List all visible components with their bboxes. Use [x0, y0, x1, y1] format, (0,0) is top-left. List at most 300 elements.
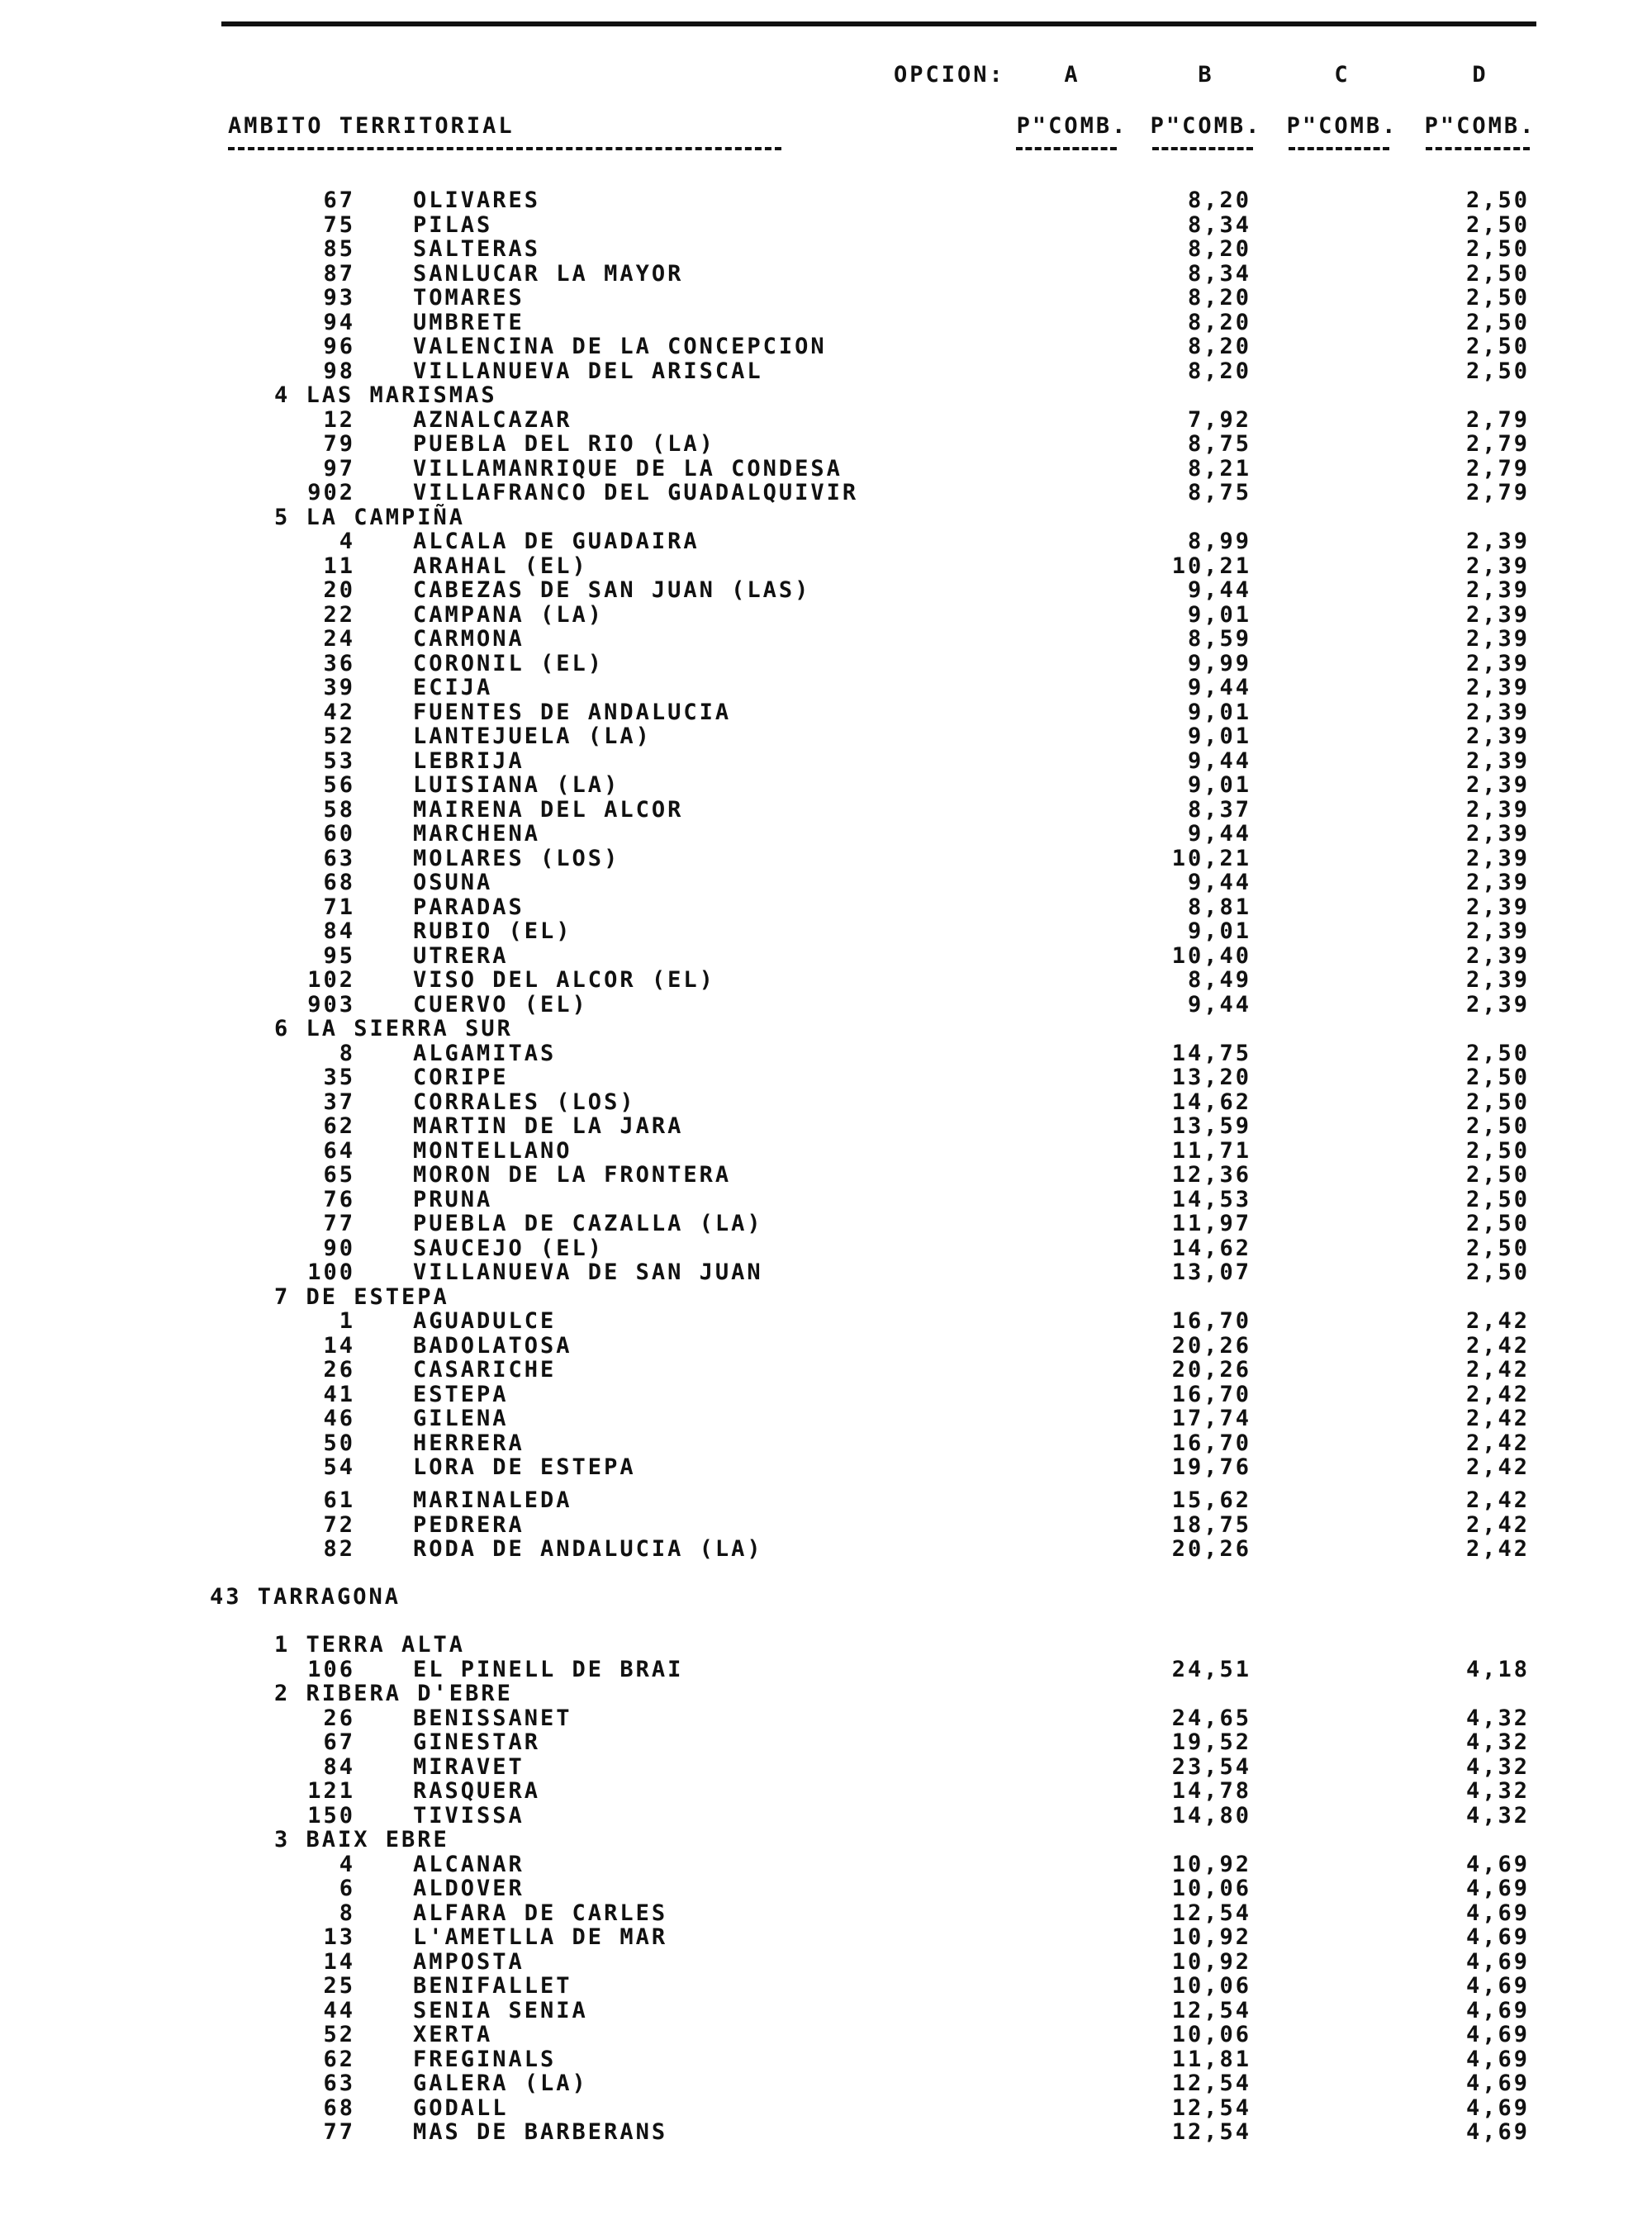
table-row	[0, 1065, 1652, 1090]
option-b-value: 9,01	[1187, 601, 1251, 628]
municipality-name: XERTA	[413, 2022, 493, 2047]
column-b-underline	[1152, 147, 1253, 150]
municipality-name: VILLANUEVA DE SAN JUAN	[413, 1259, 763, 1285]
municipality-name: FUENTES DE ANDALUCIA	[413, 699, 732, 725]
municipality-name: RASQUERA	[413, 1778, 541, 1804]
option-d-value: 2,50	[1465, 334, 1530, 359]
municipality-name: OLIVARES	[413, 187, 541, 213]
territorial-table	[0, 188, 1652, 2145]
municipality-code: 62	[323, 2046, 355, 2072]
option-b-value: 12,54	[1171, 2119, 1251, 2145]
option-d-value: 4,32	[1465, 1705, 1530, 1731]
municipality-code: 46	[323, 1406, 355, 1431]
table-row	[0, 1309, 1652, 1334]
municipality-code: 11	[323, 553, 355, 579]
option-d-value: 2,79	[1465, 406, 1530, 433]
table-row	[0, 1706, 1652, 1731]
table-row	[0, 2096, 1652, 2121]
table-row	[0, 1999, 1652, 2023]
option-d-value: 4,69	[1465, 1851, 1530, 1877]
municipality-code: 4	[339, 1851, 355, 1877]
option-b-value: 8,20	[1187, 285, 1251, 311]
option-b-value: 9,44	[1187, 747, 1251, 774]
municipality-code: 8	[339, 1900, 355, 1926]
option-b-value: 20,26	[1171, 1536, 1251, 1562]
option-b-value: 9,99	[1187, 650, 1251, 676]
municipality-code: 106	[307, 1656, 355, 1682]
option-b-value: 16,70	[1171, 1430, 1251, 1456]
municipality-name: GINESTAR	[413, 1729, 541, 1755]
table-row	[0, 895, 1652, 920]
option-b-value: 12,54	[1171, 2071, 1251, 2096]
option-d-value: 2,39	[1465, 772, 1530, 798]
comarca-label: 4 LAS MARISMAS	[274, 382, 497, 408]
option-d-value: 2,42	[1465, 1381, 1530, 1407]
option-b-value: 8,99	[1187, 529, 1251, 554]
option-b-value: 10,92	[1171, 1924, 1251, 1950]
option-d-value: 2,42	[1465, 1536, 1530, 1562]
municipality-code: 44	[323, 1997, 355, 2023]
option-d-value: 2,42	[1465, 1332, 1530, 1359]
municipality-name: ARAHAL (EL)	[413, 553, 588, 579]
option-d-value: 4,69	[1465, 1876, 1530, 1901]
table-row	[0, 847, 1652, 871]
municipality-name: ALFARA DE CARLES	[413, 1900, 668, 1926]
table-row	[0, 2023, 1652, 2047]
municipality-name: PUEBLA DE CAZALLA (LA)	[413, 1211, 763, 1236]
option-b-value: 23,54	[1171, 1753, 1251, 1780]
option-b-value: 12,36	[1171, 1162, 1251, 1188]
municipality-code: 25	[323, 1973, 355, 1999]
table-row	[0, 724, 1652, 749]
table-row	[0, 1755, 1652, 1780]
option-b-value: 8,34	[1187, 260, 1251, 287]
option-b-value: 14,78	[1171, 1778, 1251, 1804]
municipality-code: 87	[323, 260, 355, 287]
option-d-label: D	[1472, 62, 1488, 88]
municipality-name: CAMPANA (LA)	[413, 601, 605, 628]
option-d-value: 2,39	[1465, 650, 1530, 676]
option-b-label: B	[1198, 62, 1214, 88]
option-d-value: 2,42	[1465, 1357, 1530, 1383]
municipality-name: LORA DE ESTEPA	[413, 1454, 636, 1480]
table-row	[0, 1513, 1652, 1538]
option-d-value: 2,42	[1465, 1454, 1530, 1480]
table-row	[0, 773, 1652, 798]
municipality-code: 6	[339, 1876, 355, 1901]
option-b-value: 14,75	[1171, 1040, 1251, 1066]
province-label: 43 TARRAGONA	[210, 1584, 401, 1610]
table-row	[0, 603, 1652, 628]
municipality-name: UMBRETE	[413, 309, 525, 335]
municipality-code: 71	[323, 894, 355, 920]
municipality-code: 75	[323, 211, 355, 238]
table-row	[0, 1852, 1652, 1877]
table-row	[0, 993, 1652, 1017]
municipality-name: ALCANAR	[413, 1851, 525, 1877]
comarca-heading	[0, 1828, 1652, 1852]
municipality-name: ALDOVER	[413, 1876, 525, 1901]
option-b-value: 13,59	[1171, 1113, 1251, 1139]
option-b-value: 8,75	[1187, 431, 1251, 457]
municipality-name: EL PINELL DE BRAI	[413, 1656, 684, 1682]
municipality-name: VILLAMANRIQUE DE LA CONDESA	[413, 455, 843, 481]
municipality-code: 22	[323, 601, 355, 628]
option-b-value: 16,70	[1171, 1308, 1251, 1334]
option-d-value: 2,39	[1465, 894, 1530, 920]
municipality-name: PRUNA	[413, 1186, 493, 1212]
municipality-name: ESTEPA	[413, 1381, 509, 1407]
column-a-header: P"COMB.	[1016, 113, 1128, 139]
municipality-name: TIVISSA	[413, 1802, 525, 1829]
table-row	[0, 1163, 1652, 1188]
table-row	[0, 1950, 1652, 1975]
table-row	[0, 1383, 1652, 1407]
option-d-value: 4,32	[1465, 1778, 1530, 1804]
table-row	[0, 919, 1652, 944]
option-b-value: 12,54	[1171, 1997, 1251, 2023]
municipality-code: 68	[323, 2094, 355, 2121]
municipality-code: 13	[323, 1924, 355, 1950]
municipality-code: 67	[323, 1729, 355, 1755]
option-b-value: 9,44	[1187, 870, 1251, 895]
option-c-label: C	[1334, 62, 1351, 88]
municipality-name: GALERA (LA)	[413, 2071, 588, 2096]
option-b-value: 10,92	[1171, 1851, 1251, 1877]
municipality-code: 61	[323, 1487, 355, 1513]
option-b-value: 10,06	[1171, 2022, 1251, 2047]
comarca-label: 2 RIBERA D'EBRE	[274, 1681, 513, 1706]
municipality-code: 95	[323, 942, 355, 969]
option-b-value: 9,01	[1187, 699, 1251, 725]
municipality-name: AMPOSTA	[413, 1948, 525, 1975]
municipality-name: VISO DEL ALCOR (EL)	[413, 967, 715, 993]
option-d-value: 2,39	[1465, 845, 1530, 871]
option-d-value: 2,50	[1465, 1137, 1530, 1164]
option-b-value: 9,44	[1187, 821, 1251, 847]
municipality-name: PEDRERA	[413, 1511, 525, 1538]
municipality-code: 96	[323, 334, 355, 359]
option-b-value: 24,65	[1171, 1705, 1251, 1731]
option-d-value: 2,50	[1465, 236, 1530, 262]
municipality-code: 36	[323, 650, 355, 676]
option-d-value: 4,69	[1465, 2094, 1530, 2121]
option-d-value: 4,69	[1465, 2071, 1530, 2096]
municipality-code: 84	[323, 1753, 355, 1780]
municipality-code: 4	[339, 529, 355, 554]
table-row	[0, 1114, 1652, 1139]
municipality-name: MORON DE LA FRONTERA	[413, 1162, 732, 1188]
option-d-value: 2,50	[1465, 1235, 1530, 1261]
option-d-value: 2,79	[1465, 431, 1530, 457]
option-b-value: 11,81	[1171, 2046, 1251, 2072]
municipality-code: 76	[323, 1186, 355, 1212]
option-d-value: 4,69	[1465, 1948, 1530, 1975]
municipality-code: 56	[323, 772, 355, 798]
municipality-name: MONTELLANO	[413, 1137, 572, 1164]
option-b-value: 14,53	[1171, 1186, 1251, 1212]
table-row	[0, 262, 1652, 287]
municipality-code: 1	[339, 1308, 355, 1334]
municipality-name: AGUADULCE	[413, 1308, 557, 1334]
municipality-name: PILAS	[413, 211, 493, 238]
option-d-value: 2,50	[1465, 1040, 1530, 1066]
option-b-value: 14,80	[1171, 1802, 1251, 1829]
municipality-name: RUBIO (EL)	[413, 918, 572, 944]
option-b-value: 8,81	[1187, 894, 1251, 920]
table-row	[0, 1779, 1652, 1804]
option-d-value: 2,42	[1465, 1430, 1530, 1456]
municipality-name: OSUNA	[413, 870, 493, 895]
municipality-name: CORRALES (LOS)	[413, 1089, 636, 1115]
option-d-value: 2,39	[1465, 991, 1530, 1017]
municipality-name: GILENA	[413, 1406, 509, 1431]
option-d-value: 2,50	[1465, 187, 1530, 213]
column-a-underline	[1016, 147, 1117, 150]
option-b-value: 8,37	[1187, 796, 1251, 823]
option-d-value: 2,50	[1465, 1065, 1530, 1090]
table-row	[0, 311, 1652, 335]
option-d-value: 2,39	[1465, 723, 1530, 749]
option-d-value: 2,39	[1465, 626, 1530, 652]
option-b-value: 10,92	[1171, 1948, 1251, 1975]
municipality-code: 37	[323, 1089, 355, 1115]
municipality-code: 902	[307, 480, 355, 505]
table-row	[0, 286, 1652, 311]
option-b-value: 19,76	[1171, 1454, 1251, 1480]
table-row	[0, 408, 1652, 433]
option-d-value: 2,42	[1465, 1511, 1530, 1538]
municipality-code: 79	[323, 431, 355, 457]
ambito-underline	[228, 147, 781, 150]
option-b-value: 18,75	[1171, 1511, 1251, 1538]
table-row	[0, 359, 1652, 384]
municipality-code: 58	[323, 796, 355, 823]
municipality-name: VALENCINA DE LA CONCEPCION	[413, 334, 827, 359]
table-row	[0, 529, 1652, 554]
municipality-code: 63	[323, 2071, 355, 2096]
municipality-name: MAIRENA DEL ALCOR	[413, 796, 684, 823]
option-d-value: 2,39	[1465, 870, 1530, 895]
option-b-value: 10,21	[1171, 845, 1251, 871]
option-d-value: 2,39	[1465, 967, 1530, 993]
municipality-name: GODALL	[413, 2094, 509, 2121]
municipality-name: VILLANUEVA DEL ARISCAL	[413, 358, 763, 384]
municipality-name: SAUCEJO (EL)	[413, 1235, 605, 1261]
option-b-value: 14,62	[1171, 1235, 1251, 1261]
option-b-value: 8,20	[1187, 358, 1251, 384]
option-b-value: 17,74	[1171, 1406, 1251, 1431]
option-d-value: 2,42	[1465, 1406, 1530, 1431]
table-row	[0, 652, 1652, 676]
option-d-value: 4,69	[1465, 2022, 1530, 2047]
municipality-name: FREGINALS	[413, 2046, 557, 2072]
option-b-value: 9,44	[1187, 577, 1251, 603]
table-row	[0, 554, 1652, 579]
comarca-label: 6 LA SIERRA SUR	[274, 1016, 513, 1041]
municipality-code: 35	[323, 1065, 355, 1090]
municipality-code: 52	[323, 723, 355, 749]
municipality-name: PARADAS	[413, 894, 525, 920]
table-row	[0, 822, 1652, 847]
municipality-code: 26	[323, 1357, 355, 1383]
option-d-value: 2,50	[1465, 1259, 1530, 1285]
table-row	[0, 432, 1652, 457]
table-row	[0, 1358, 1652, 1383]
table-row	[0, 1236, 1652, 1261]
option-d-value: 4,69	[1465, 1900, 1530, 1926]
option-d-value: 4,32	[1465, 1802, 1530, 1829]
option-b-value: 11,97	[1171, 1211, 1251, 1236]
table-row	[0, 1901, 1652, 1926]
municipality-name: L'AMETLLA DE MAR	[413, 1924, 668, 1950]
municipality-name: CORONIL (EL)	[413, 650, 605, 676]
option-b-value: 14,62	[1171, 1089, 1251, 1115]
municipality-code: 90	[323, 1235, 355, 1261]
municipality-code: 100	[307, 1259, 355, 1285]
option-b-value: 11,71	[1171, 1137, 1251, 1164]
municipality-code: 14	[323, 1948, 355, 1975]
municipality-code: 102	[307, 967, 355, 993]
comarca-heading	[0, 505, 1652, 530]
table-row	[0, 1658, 1652, 1682]
option-d-value: 4,69	[1465, 2119, 1530, 2145]
option-d-value: 2,39	[1465, 918, 1530, 944]
municipality-code: 82	[323, 1536, 355, 1562]
table-row	[0, 1406, 1652, 1431]
option-d-value: 2,39	[1465, 529, 1530, 554]
option-b-value: 9,01	[1187, 918, 1251, 944]
column-b-header: P"COMB.	[1150, 113, 1262, 139]
municipality-name: SALTERAS	[413, 236, 541, 262]
municipality-name: AZNALCAZAR	[413, 406, 572, 433]
option-b-value: 10,21	[1171, 553, 1251, 579]
ambito-territorial-header: AMBITO TERRITORIAL	[228, 113, 515, 139]
municipality-name: CUERVO (EL)	[413, 991, 588, 1017]
option-d-value: 4,69	[1465, 1924, 1530, 1950]
option-b-value: 10,40	[1171, 942, 1251, 969]
option-b-value: 24,51	[1171, 1656, 1251, 1682]
table-row	[0, 481, 1652, 505]
table-row	[0, 2047, 1652, 2072]
municipality-code: 150	[307, 1802, 355, 1829]
municipality-name: LANTEJUELA (LA)	[413, 723, 652, 749]
option-b-value: 9,44	[1187, 675, 1251, 700]
table-row	[0, 1974, 1652, 1999]
municipality-name: HERRERA	[413, 1430, 525, 1456]
table-row	[0, 1925, 1652, 1950]
option-b-value: 8,75	[1187, 480, 1251, 505]
municipality-name: PUEBLA DEL RIO (LA)	[413, 431, 715, 457]
municipality-code: 97	[323, 455, 355, 481]
option-d-value: 2,50	[1465, 211, 1530, 238]
municipality-code: 85	[323, 236, 355, 262]
option-d-value: 4,69	[1465, 1973, 1530, 1999]
comarca-label: 1 TERRA ALTA	[274, 1632, 466, 1658]
option-d-value: 2,39	[1465, 747, 1530, 774]
option-a-label: A	[1064, 62, 1080, 88]
table-row	[0, 1212, 1652, 1236]
table-row	[0, 676, 1652, 700]
municipality-code: 53	[323, 747, 355, 774]
municipality-code: 65	[323, 1162, 355, 1188]
municipality-code: 64	[323, 1137, 355, 1164]
option-b-value: 9,44	[1187, 991, 1251, 1017]
table-row	[0, 968, 1652, 993]
option-b-value: 8,21	[1187, 455, 1251, 481]
municipality-code: 26	[323, 1705, 355, 1731]
municipality-code: 24	[323, 626, 355, 652]
municipality-code: 121	[307, 1778, 355, 1804]
municipality-code: 20	[323, 577, 355, 603]
municipality-code: 93	[323, 285, 355, 311]
comarca-label: 5 LA CAMPIÑA	[274, 504, 466, 530]
comarca-heading	[0, 1633, 1652, 1658]
comarca-label: 7 DE ESTEPA	[274, 1283, 449, 1310]
option-d-value: 2,42	[1465, 1308, 1530, 1334]
municipality-name: RODA DE ANDALUCIA (LA)	[413, 1536, 763, 1562]
option-d-value: 2,39	[1465, 796, 1530, 823]
table-row	[0, 1260, 1652, 1285]
municipality-code: 50	[323, 1430, 355, 1456]
option-b-value: 7,92	[1187, 406, 1251, 433]
table-row	[0, 237, 1652, 262]
province-heading	[0, 1585, 1652, 1633]
option-b-value: 13,20	[1171, 1065, 1251, 1090]
municipality-code: 72	[323, 1511, 355, 1538]
table-row	[0, 700, 1652, 725]
option-d-value: 2,79	[1465, 455, 1530, 481]
table-row	[0, 213, 1652, 238]
municipality-code: 42	[323, 699, 355, 725]
municipality-name: CASARICHE	[413, 1357, 557, 1383]
municipality-code: 41	[323, 1381, 355, 1407]
table-row	[0, 2120, 1652, 2145]
option-b-value: 9,01	[1187, 772, 1251, 798]
municipality-code: 67	[323, 187, 355, 213]
table-row	[0, 2071, 1652, 2096]
table-row	[0, 1455, 1652, 1488]
comarca-label: 3 BAIX EBRE	[274, 1827, 449, 1852]
municipality-code: 94	[323, 309, 355, 335]
option-d-value: 2,39	[1465, 675, 1530, 700]
option-d-value: 2,79	[1465, 480, 1530, 505]
opcion-label: OPCION:	[894, 62, 1005, 88]
table-row	[0, 1488, 1652, 1513]
option-b-value: 8,20	[1187, 309, 1251, 335]
option-d-value: 2,50	[1465, 1162, 1530, 1188]
table-row	[0, 188, 1652, 213]
option-d-value: 2,39	[1465, 942, 1530, 969]
municipality-code: 14	[323, 1332, 355, 1359]
municipality-name: MOLARES (LOS)	[413, 845, 620, 871]
table-row	[0, 1188, 1652, 1212]
table-row	[0, 749, 1652, 774]
municipality-name: ALCALA DE GUADAIRA	[413, 529, 700, 554]
municipality-name: CARMONA	[413, 626, 525, 652]
option-d-value: 2,50	[1465, 309, 1530, 335]
municipality-code: 84	[323, 918, 355, 944]
municipality-name: LEBRIJA	[413, 747, 525, 774]
municipality-name: ECIJA	[413, 675, 493, 700]
option-d-value: 2,39	[1465, 577, 1530, 603]
option-d-value: 2,50	[1465, 1186, 1530, 1212]
municipality-name: BENIFALLET	[413, 1973, 572, 1999]
option-d-value: 2,50	[1465, 1211, 1530, 1236]
municipality-code: 8	[339, 1040, 355, 1066]
option-d-value: 4,69	[1465, 2046, 1530, 2072]
option-d-value: 4,69	[1465, 1997, 1530, 2023]
